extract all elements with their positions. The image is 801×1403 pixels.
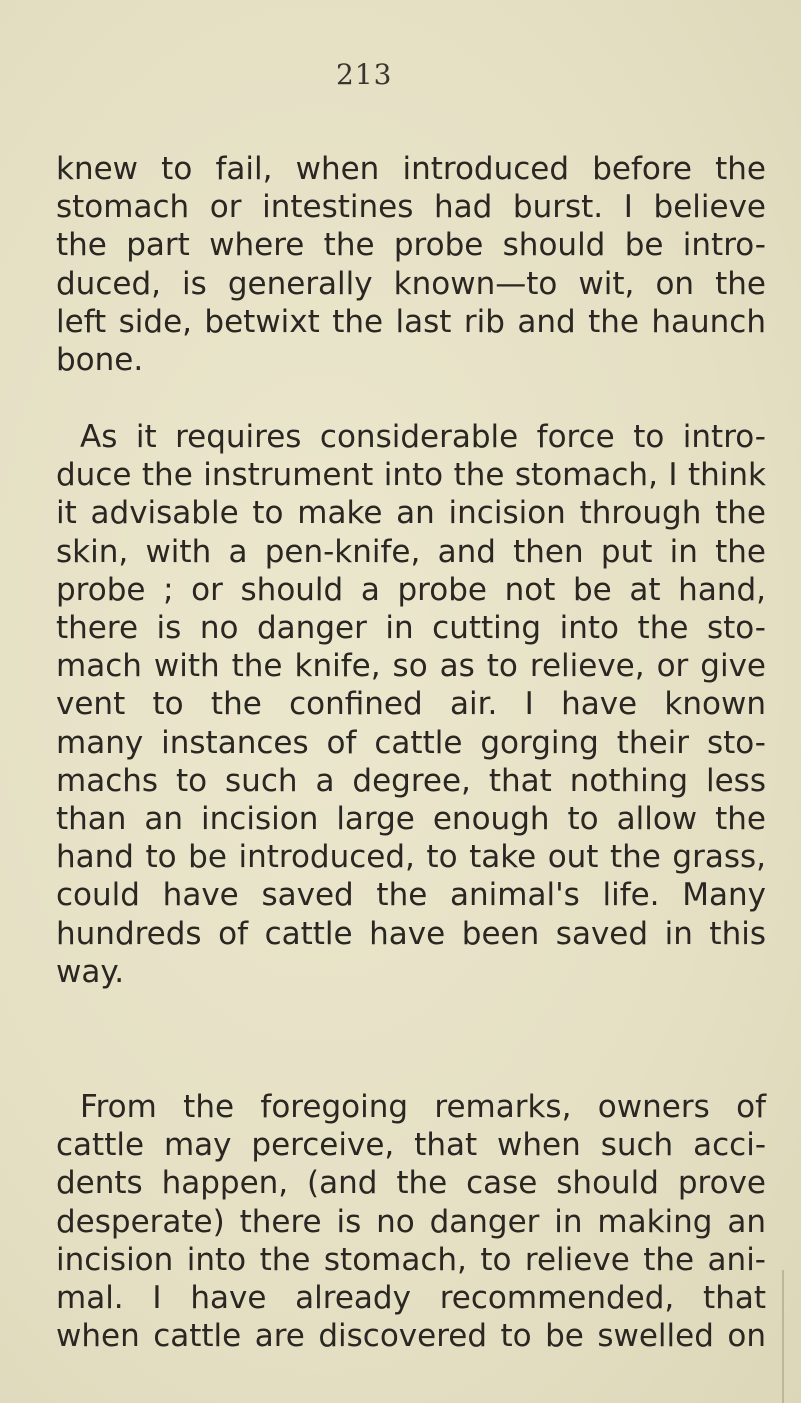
text-line: desperate) there is no danger in making an [56, 1203, 766, 1240]
text-line: probe ; or should a probe not be at hand, [56, 571, 766, 608]
text-line: dents happen, (and the case should prove [56, 1165, 766, 1202]
text-line: machs to such a degree, that nothing less [56, 762, 766, 799]
text-line: bone. [56, 342, 144, 379]
text-line: many instances of cattle gorging their sto- [56, 724, 766, 761]
text-line: mal. I have already recommended, that [56, 1280, 766, 1317]
text-line: could have saved the animal's life. Many [56, 877, 766, 914]
paragraph-1 [56, 150, 766, 379]
text-line: As it requires considerable force to intro- [80, 419, 766, 455]
text-line: the part where the probe should be intro- [56, 227, 766, 264]
text-line: hand to be introduced, to take out the grass, [56, 839, 766, 876]
text-line: From the foregoing remarks, owners of [80, 1089, 766, 1125]
text-line: left side, betwixt the last rib and the haunch [56, 303, 766, 340]
text-line: skin, with a pen-knife, and then put in the [56, 533, 766, 570]
text-line: there is no danger in cutting into the sto- [56, 610, 766, 647]
text-line: incision into the stomach, to relieve the ani- [56, 1241, 766, 1278]
page-edge-shadow [782, 1270, 784, 1403]
text-line: knew to fail, when introduced before the [56, 151, 766, 187]
text-line: cattle may perceive, that when such acci- [56, 1127, 766, 1164]
text-line: way. [56, 953, 125, 990]
paragraph-3 [56, 1088, 766, 1355]
text-line: hundreds of cattle have been saved in this [56, 915, 766, 952]
text-line: vent to the confined air. I have known [56, 686, 766, 723]
text-line: when cattle are discovered to be swelled on [56, 1318, 766, 1355]
text-line: duced, is generally known—to wit, on the [56, 265, 766, 302]
text-line: it advisable to make an incision through the [56, 495, 766, 532]
text-line: stomach or intestines had burst. I believe [56, 189, 766, 226]
text-line: than an incision large enough to allow the [56, 801, 766, 838]
page-number: 213 [336, 58, 393, 91]
text-line: duce the instrument into the stomach, I think [56, 457, 766, 494]
paragraph-2 [56, 418, 766, 991]
text-line: mach with the knife, so as to relieve, or give [56, 648, 766, 685]
